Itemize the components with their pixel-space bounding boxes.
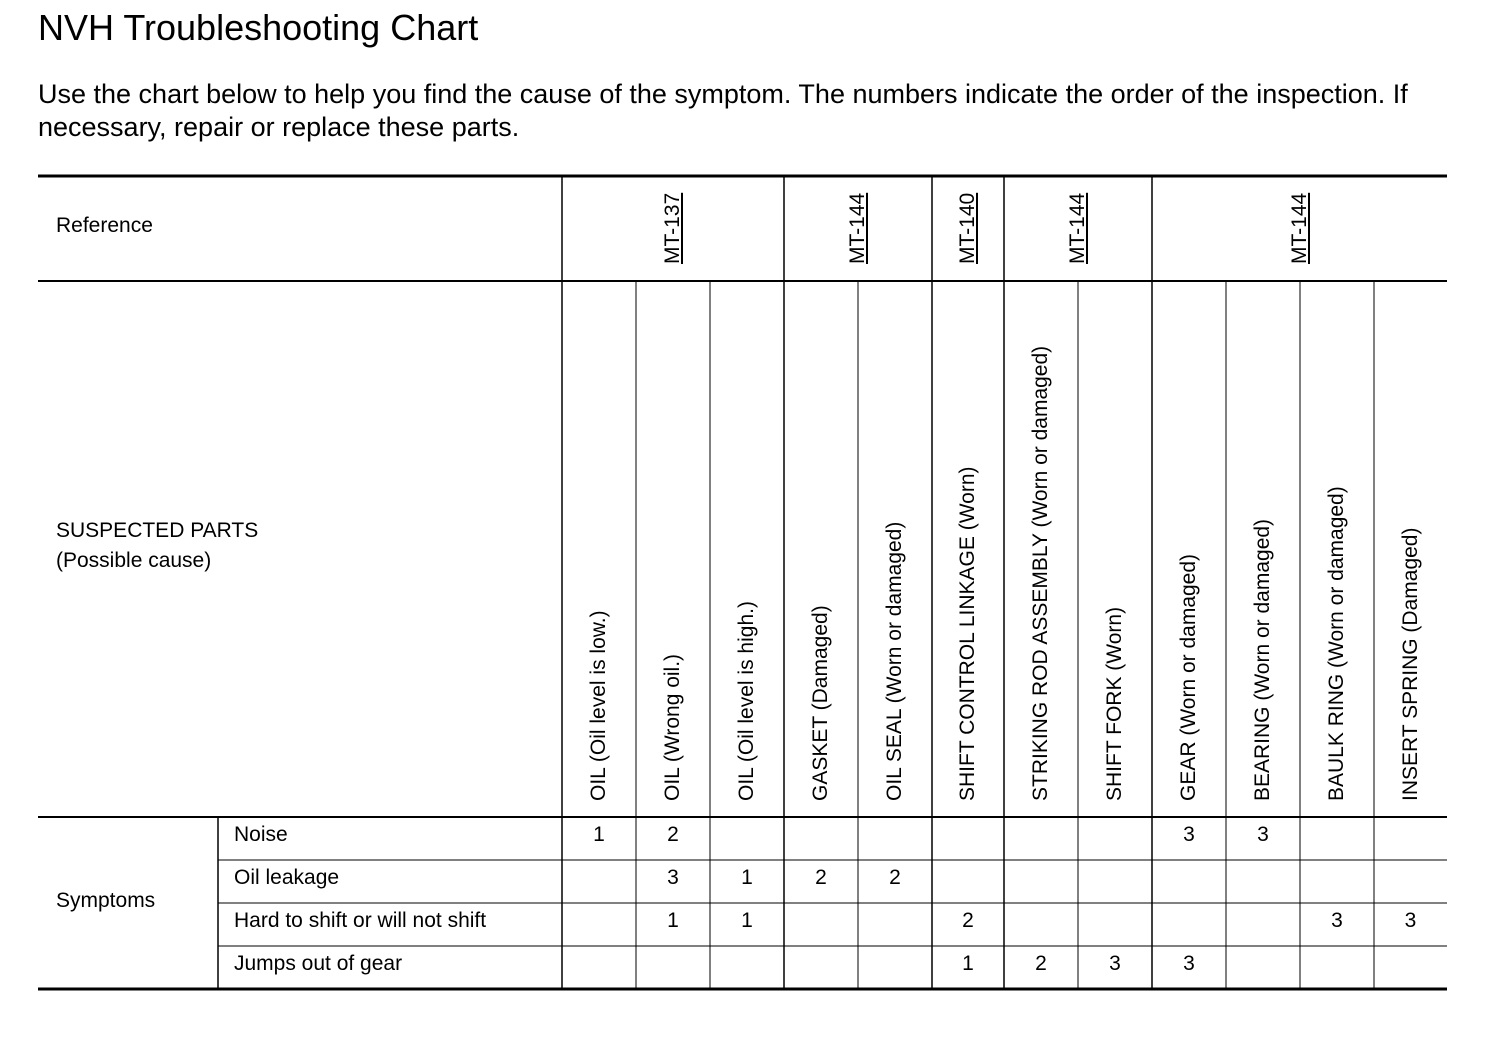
- symptom-label: Jumps out of gear: [234, 952, 403, 975]
- inspection-order-value: 3: [1404, 909, 1417, 932]
- symptom-label: Oil leakage: [234, 866, 340, 889]
- page-title: NVH Troubleshooting Chart: [38, 7, 479, 48]
- inspection-order-value: 2: [1035, 952, 1047, 975]
- suspected-part-label: GEAR (Worn or damaged): [1177, 553, 1200, 801]
- suspected-part-label: SHIFT CONTROL LINKAGE (Worn): [956, 466, 979, 801]
- symptom-label: Noise: [234, 823, 288, 846]
- reference-link[interactable]: MT-140: [956, 192, 979, 264]
- symptoms-label: Symptoms: [56, 889, 156, 912]
- possible-cause-label: (Possible cause): [56, 549, 212, 572]
- inspection-order-value: 1: [667, 909, 679, 932]
- inspection-order-value: 1: [962, 952, 974, 975]
- inspection-order-value: 2: [815, 866, 827, 889]
- inspection-order-value: 3: [1183, 823, 1195, 846]
- inspection-order-value: 2: [667, 823, 679, 846]
- symptom-label: Hard to shift or will not shift: [234, 909, 487, 932]
- suspected-part-label: OIL SEAL (Worn or damaged): [883, 521, 906, 801]
- suspected-part-label: GASKET (Damaged): [809, 605, 832, 801]
- inspection-order-value: 2: [962, 909, 974, 932]
- intro-text: Use the chart below to help you find the cause of the symptom. The numbers indicate the order of the inspection. If necessary, repair or replace these parts.: [38, 79, 1408, 142]
- suspected-parts-label: SUSPECTED PARTS: [56, 519, 259, 542]
- suspected-part-label: STRIKING ROD ASSEMBLY (Worn or damaged): [1029, 345, 1052, 801]
- reference-link[interactable]: MT-144: [1066, 192, 1089, 264]
- suspected-part-label: OIL (Wrong oil.): [661, 653, 684, 801]
- suspected-part-label: BEARING (Worn or damaged): [1251, 518, 1274, 801]
- inspection-order-value: 1: [741, 866, 753, 889]
- inspection-order-value: 3: [1183, 952, 1195, 975]
- suspected-part-label: BAULK RING (Worn or damaged): [1325, 486, 1348, 801]
- inspection-order-value: 3: [1109, 952, 1121, 975]
- reference-link[interactable]: MT-144: [1287, 192, 1311, 264]
- reference-label: Reference: [56, 214, 153, 237]
- inspection-order-value: 1: [593, 823, 605, 846]
- inspection-order-value: 2: [889, 866, 901, 889]
- inspection-order-value: 3: [1257, 823, 1269, 846]
- suspected-part-label: OIL (Oil level is low.): [587, 610, 610, 801]
- reference-link[interactable]: MT-144: [846, 192, 869, 264]
- inspection-order-value: 3: [1331, 909, 1343, 932]
- inspection-order-value: 3: [667, 866, 679, 889]
- inspection-order-value: 1: [741, 909, 753, 932]
- suspected-part-label: OIL (Oil level is high.): [735, 601, 758, 801]
- reference-link[interactable]: MT-137: [661, 192, 684, 264]
- suspected-part-label: INSERT SPRING (Damaged): [1398, 527, 1422, 801]
- suspected-part-label: SHIFT FORK (Worn): [1103, 606, 1126, 801]
